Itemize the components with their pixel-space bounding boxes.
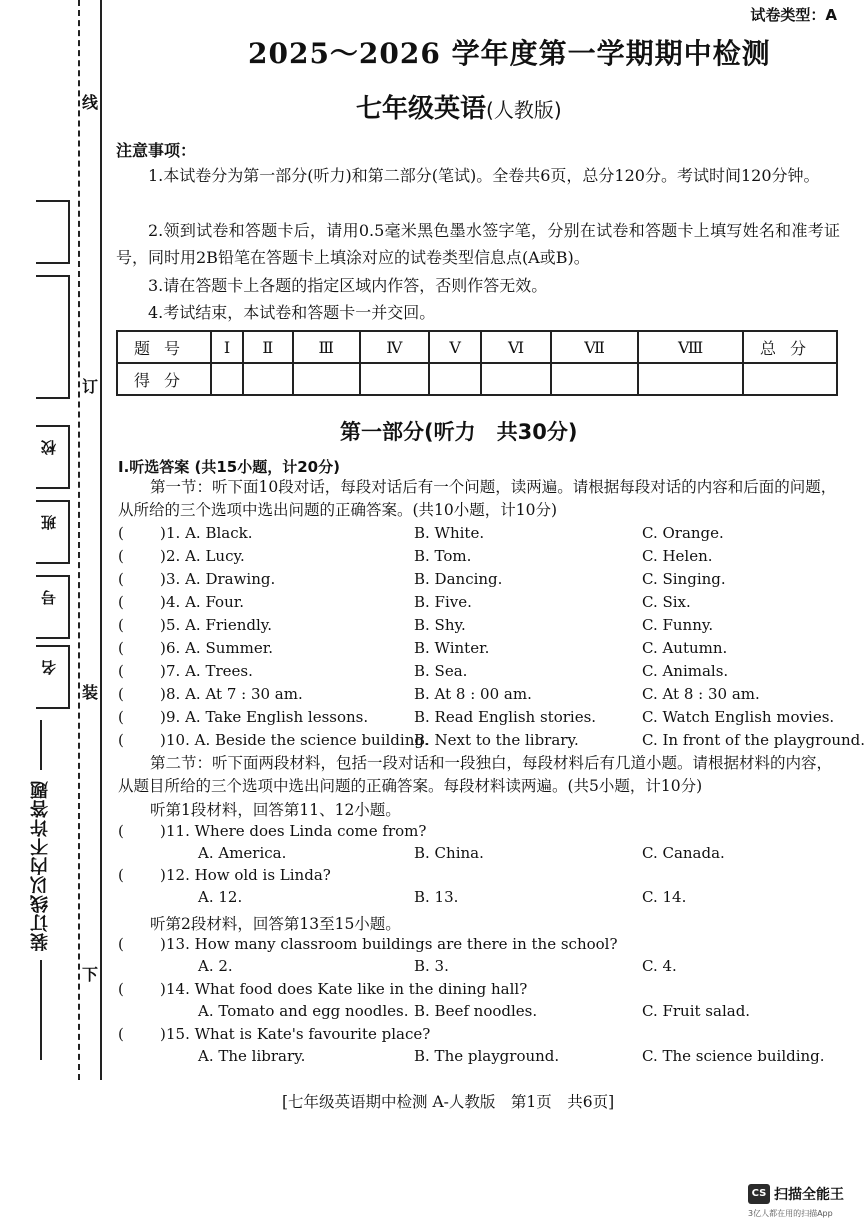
score-header-cell: Ⅵ — [481, 331, 551, 363]
option-c: C. At 8 : 30 am. — [642, 685, 760, 703]
question-row — [118, 935, 848, 957]
number-box — [36, 575, 70, 639]
school-box — [36, 425, 70, 489]
options-row — [118, 1047, 848, 1069]
material1-instruction: 听第1段材料，回答第11、12小题。 — [150, 801, 401, 819]
notice-heading: 注意事项： — [116, 141, 197, 160]
answer-blank-open[interactable]: ( — [118, 524, 124, 542]
option-a: 7. A. Trees. — [166, 662, 253, 680]
answer-blank-close: ) — [160, 731, 166, 749]
option-b: B. China. — [414, 844, 484, 862]
option-c: C. Autumn. — [642, 639, 728, 657]
question-stem: 15. What is Kate's favourite place? — [166, 1025, 431, 1043]
margin-char-ding: 订 — [82, 372, 98, 399]
scanner-name: 扫描全能王 — [774, 1187, 844, 1203]
score-cell[interactable] — [429, 363, 481, 395]
page-footer: [七年级英语期中检测 A-人教版 第1页 共6页] — [282, 1093, 615, 1111]
option-c: C. 4. — [642, 957, 677, 975]
answer-blank-close: ) — [160, 866, 166, 884]
subsection2-instruction: 第二节：听下面两段材料，包括一段对话和一段独白，每段材料后有几道小题。请根据材料的内容，从题目所给的三个选项中选出问题的正确答案。每段材料读两遍。(共5小题，计10分) — [118, 754, 833, 795]
margin-warning: 装订线以内不许答题 — [30, 780, 51, 951]
option-c: C. Singing. — [642, 570, 726, 588]
paper-type: 试卷类型：A — [750, 6, 837, 24]
score-header-cell: Ⅷ — [638, 331, 743, 363]
subsection1-instruction: 第一节：听下面10段对话，每段对话后有一个问题，读两遍。请根据每段对话的内容和后面的问题，从所给的三个选项中选出问题的正确答案。(共10小题，计10分) — [118, 478, 837, 519]
answer-blank-close: ) — [160, 524, 166, 542]
question-stem: 14. What food does Kate like in the dining hall? — [166, 980, 528, 998]
question-stem: 13. How many classroom buildings are there in the school? — [166, 935, 618, 953]
seat-box — [36, 200, 70, 264]
answer-blank-close: ) — [160, 593, 166, 611]
option-c: C. Watch English movies. — [642, 708, 835, 726]
option-b: B. Read English stories. — [414, 708, 597, 726]
option-b: B. The playground. — [414, 1047, 560, 1065]
option-a: 1. A. Black. — [166, 524, 253, 542]
option-a: A. 12. — [198, 888, 243, 906]
exam-subtitle — [356, 88, 562, 125]
question-row — [118, 866, 848, 888]
question-stem: 11. Where does Linda come from? — [166, 822, 427, 840]
question-row — [118, 547, 848, 569]
section1-heading: Ⅰ.听选答案 (共15小题，计20分) — [118, 458, 340, 476]
name-box — [36, 645, 70, 709]
option-a: 3. A. Drawing. — [166, 570, 276, 588]
score-cell[interactable] — [293, 363, 360, 395]
score-cell[interactable] — [743, 363, 837, 395]
option-c: C. Orange. — [642, 524, 724, 542]
option-c: C. 14. — [642, 888, 687, 906]
score-cell[interactable] — [211, 363, 243, 395]
option-b: B. 3. — [414, 957, 449, 975]
question-row — [118, 662, 848, 684]
answer-blank-open[interactable]: ( — [118, 570, 124, 588]
option-a: 4. A. Four. — [166, 593, 245, 611]
notice-item-3: 3.请在答题卡上各题的指定区域内作答，否则作答无效。 — [148, 276, 548, 295]
answer-blank-close: ) — [160, 1025, 166, 1043]
margin-char-xian: 线 — [82, 88, 98, 115]
option-a: A. America. — [198, 844, 287, 862]
answer-blank-close: ) — [160, 616, 166, 634]
question-row — [118, 570, 848, 592]
answer-blank-open[interactable]: ( — [118, 708, 124, 726]
notice-item-2: 2.领到试卷和答题卡后，请用0.5毫米黑色墨水签字笔，分别在试卷和答题卡上填写姓名和准考证号，同时用2B铅笔在答题卡上填涂对应的试卷类型信息点(A或B)。 — [116, 221, 840, 267]
option-c: C. In front of the playground. — [642, 731, 866, 749]
option-a: 10. A. Beside the science building. — [166, 731, 429, 749]
answer-blank-open[interactable]: ( — [118, 685, 124, 703]
question-stem: 12. How old is Linda? — [166, 866, 331, 884]
answer-blank-open[interactable]: ( — [118, 980, 124, 998]
option-b: B. Tom. — [414, 547, 472, 565]
option-b: B. Dancing. — [414, 570, 503, 588]
options-row — [118, 844, 848, 866]
score-header-cell: Ⅲ — [293, 331, 360, 363]
answer-blank-open[interactable]: ( — [118, 1025, 124, 1043]
option-b: B. At 8 : 00 am. — [414, 685, 532, 703]
answer-blank-open[interactable]: ( — [118, 639, 124, 657]
scanner-watermark — [748, 1182, 858, 1222]
question-row — [118, 980, 848, 1002]
option-b: B. White. — [414, 524, 485, 542]
scanner-logo-icon: CS — [748, 1184, 770, 1204]
answer-blank-open[interactable]: ( — [118, 935, 124, 953]
option-c: C. Fruit salad. — [642, 1002, 751, 1020]
score-table — [116, 330, 838, 396]
warning-rule-bottom — [40, 960, 42, 1060]
option-a: 6. A. Summer. — [166, 639, 273, 657]
option-b: B. Beef noodles. — [414, 1002, 538, 1020]
option-a: A. Tomato and egg noodles. — [198, 1002, 409, 1020]
answer-blank-open[interactable]: ( — [118, 822, 124, 840]
option-c: C. Six. — [642, 593, 691, 611]
score-header-cell: Ⅶ — [551, 331, 638, 363]
answer-blank-close: ) — [160, 980, 166, 998]
answer-blank-open[interactable]: ( — [118, 866, 124, 884]
score-table-header-row — [117, 331, 837, 363]
school-label: 校 — [40, 440, 58, 455]
question-row — [118, 708, 848, 730]
margin-char-xia: 下 — [82, 960, 98, 987]
score-cell[interactable] — [243, 363, 293, 395]
binding-dash-line — [78, 0, 80, 1080]
score-header-cell: Ⅱ — [243, 331, 293, 363]
class-label: 班 — [40, 515, 58, 530]
option-b: B. 13. — [414, 888, 459, 906]
warning-rule-top — [40, 720, 42, 770]
question-row — [118, 639, 848, 661]
question-row — [118, 524, 848, 546]
score-header-cell: Ⅰ — [211, 331, 243, 363]
question-row — [118, 685, 848, 707]
options-row — [118, 1002, 848, 1024]
name-label: 名 — [40, 660, 58, 675]
option-a: A. 2. — [198, 957, 233, 975]
question-row — [118, 1025, 848, 1047]
notice-item-4: 4.考试结束，本试卷和答题卡一并交回。 — [148, 303, 436, 322]
part1-title: 第一部分(听力 共30分) — [340, 420, 578, 444]
option-c: C. Helen. — [642, 547, 713, 565]
score-row-label: 得分 — [117, 363, 211, 395]
question-row — [118, 731, 866, 753]
number-label: 号 — [40, 590, 58, 605]
option-b: B. Next to the library. — [414, 731, 579, 749]
subject-name: 七年级英语 — [356, 94, 487, 124]
option-b: B. Sea. — [414, 662, 468, 680]
options-row — [118, 957, 848, 979]
score-header-cell: Ⅴ — [429, 331, 481, 363]
binding-solid-line — [100, 0, 102, 1080]
option-c: C. Animals. — [642, 662, 729, 680]
score-table-score-row — [117, 363, 837, 395]
answer-blank-open[interactable]: ( — [118, 547, 124, 565]
option-c: C. Funny. — [642, 616, 714, 634]
option-a: 9. A. Take English lessons. — [166, 708, 369, 726]
score-cell[interactable] — [481, 363, 551, 395]
notice-item-1: 1.本试卷分为第一部分(听力)和第二部分(笔试)。全卷共6页，总分120分。考试时间120分钟。 — [148, 166, 820, 185]
exam-number-box — [36, 275, 70, 399]
answer-blank-open[interactable]: ( — [118, 616, 124, 634]
answer-blank-close: ) — [160, 708, 166, 726]
option-c: C. Canada. — [642, 844, 725, 862]
question-row — [118, 616, 848, 638]
exam-title: 2025～2026 学年度第一学期期中检测 — [248, 37, 771, 70]
option-b: B. Five. — [414, 593, 472, 611]
material2-instruction: 听第2段材料，回答第13至15小题。 — [150, 915, 401, 933]
class-box — [36, 500, 70, 564]
answer-blank-open[interactable]: ( — [118, 662, 124, 680]
answer-blank-open[interactable]: ( — [118, 731, 124, 749]
answer-blank-close: ) — [160, 639, 166, 657]
option-c: C. The science building. — [642, 1047, 825, 1065]
score-cell[interactable] — [360, 363, 429, 395]
scanner-tagline: 3亿人都在用的扫描App — [748, 1209, 833, 1218]
answer-blank-close: ) — [160, 570, 166, 588]
edition-label: (人教版) — [486, 98, 562, 122]
answer-blank-open[interactable]: ( — [118, 593, 124, 611]
score-cell[interactable] — [551, 363, 638, 395]
option-a: A. The library. — [198, 1047, 306, 1065]
margin-char-zhuang: 装 — [82, 678, 98, 705]
option-b: B. Shy. — [414, 616, 466, 634]
options-row — [118, 888, 848, 910]
answer-blank-close: ) — [160, 822, 166, 840]
option-a: 5. A. Friendly. — [166, 616, 273, 634]
answer-blank-close: ) — [160, 662, 166, 680]
option-a: 8. A. At 7 : 30 am. — [166, 685, 303, 703]
score-header-cell: 总分 — [743, 331, 837, 363]
answer-blank-close: ) — [160, 935, 166, 953]
answer-blank-close: ) — [160, 547, 166, 565]
score-header-cell: 题号 — [117, 331, 211, 363]
option-b: B. Winter. — [414, 639, 490, 657]
score-cell[interactable] — [638, 363, 743, 395]
answer-blank-close: ) — [160, 685, 166, 703]
score-header-cell: Ⅳ — [360, 331, 429, 363]
question-row — [118, 593, 848, 615]
question-row — [118, 822, 848, 844]
option-a: 2. A. Lucy. — [166, 547, 245, 565]
